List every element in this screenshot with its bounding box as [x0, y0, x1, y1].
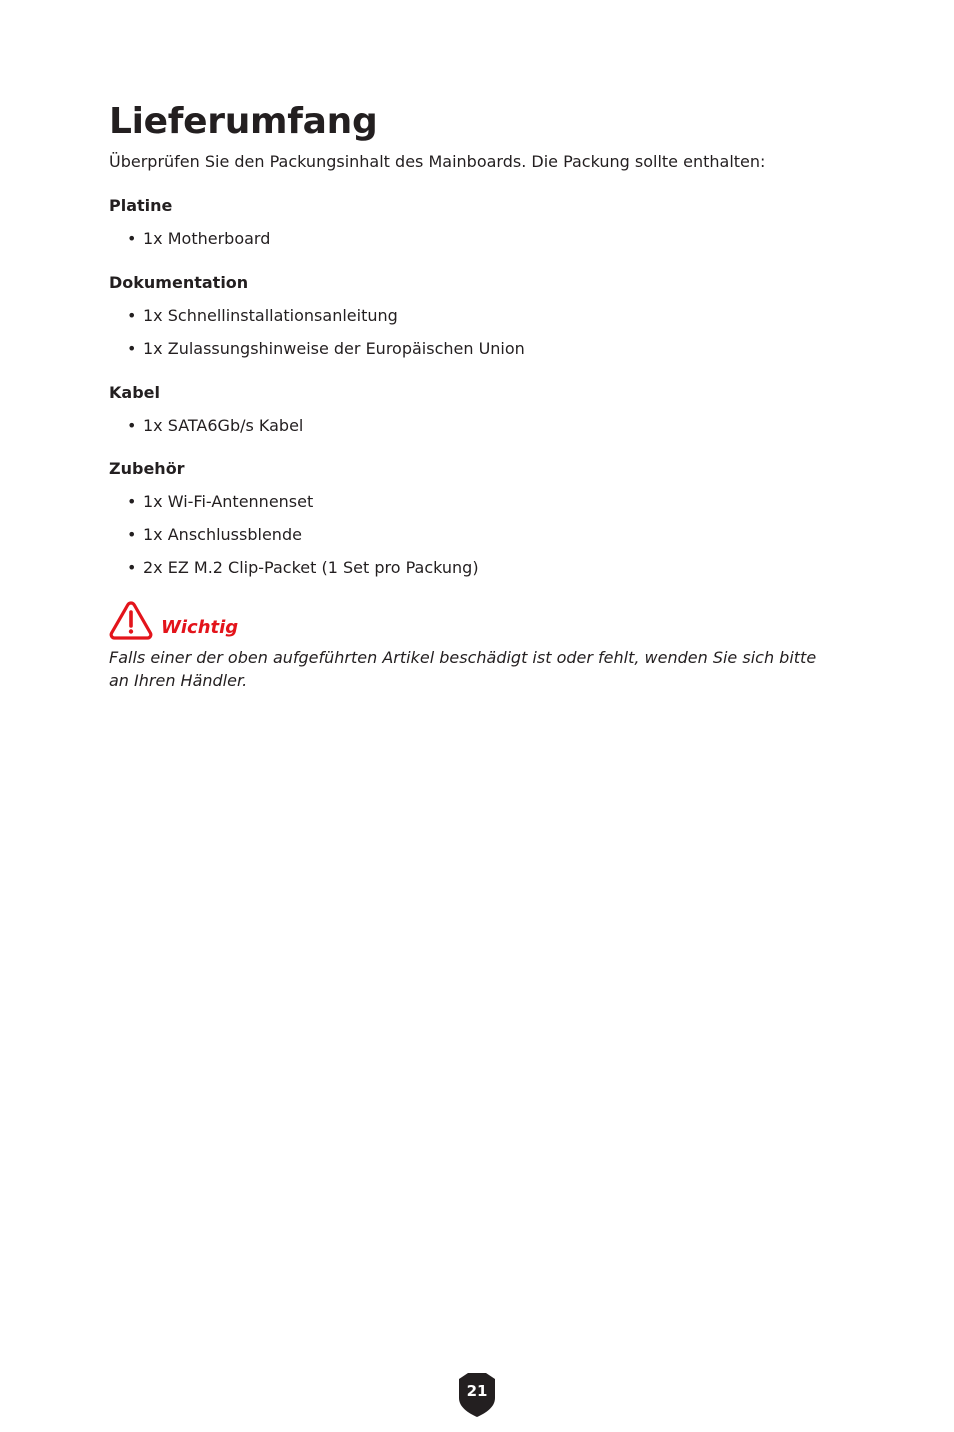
list-item: • 1x SATA6Gb/s Kabel — [109, 414, 849, 438]
list-item: • 2x EZ M.2 Clip-Packet (1 Set pro Packung) — [109, 556, 849, 580]
section-heading: Platine — [109, 196, 173, 215]
section-zubehoer — [109, 457, 849, 580]
list-item: • 1x Zulassungshinweise der Europäischen Union — [109, 337, 849, 361]
list-item: • 1x Wi-Fi-Antennenset — [109, 490, 849, 514]
warning-triangle-icon — [109, 600, 153, 640]
section-platine — [109, 194, 849, 251]
intro-text: Überprüfen Sie den Packungsinhalt des Mainboards. Die Packung sollte enthalten: — [109, 152, 766, 171]
list-item: • 1x Motherboard — [109, 227, 849, 251]
important-note — [109, 596, 849, 692]
list-item: • 1x Anschlussblende — [109, 523, 849, 547]
item-list — [109, 414, 849, 438]
important-label: Wichtig — [161, 617, 239, 638]
section-kabel — [109, 381, 849, 438]
page-number-badge — [458, 1372, 496, 1418]
page-title: Lieferumfang — [109, 101, 378, 142]
section-heading: Dokumentation — [109, 273, 249, 292]
section-dokumentation — [109, 271, 849, 361]
page-number: 21 — [466, 1382, 488, 1400]
item-list — [109, 490, 849, 580]
item-list — [109, 304, 849, 361]
important-header — [109, 596, 849, 640]
section-heading: Zubehör — [109, 459, 185, 478]
item-list — [109, 227, 849, 251]
list-item: • 1x Schnellinstallationsanleitung — [109, 304, 849, 328]
important-text: Falls einer der oben aufgeführten Artikel beschädigt ist oder fehlt, wenden Sie sich bitte an Ihren Händler. — [109, 648, 817, 690]
section-heading: Kabel — [109, 383, 160, 402]
